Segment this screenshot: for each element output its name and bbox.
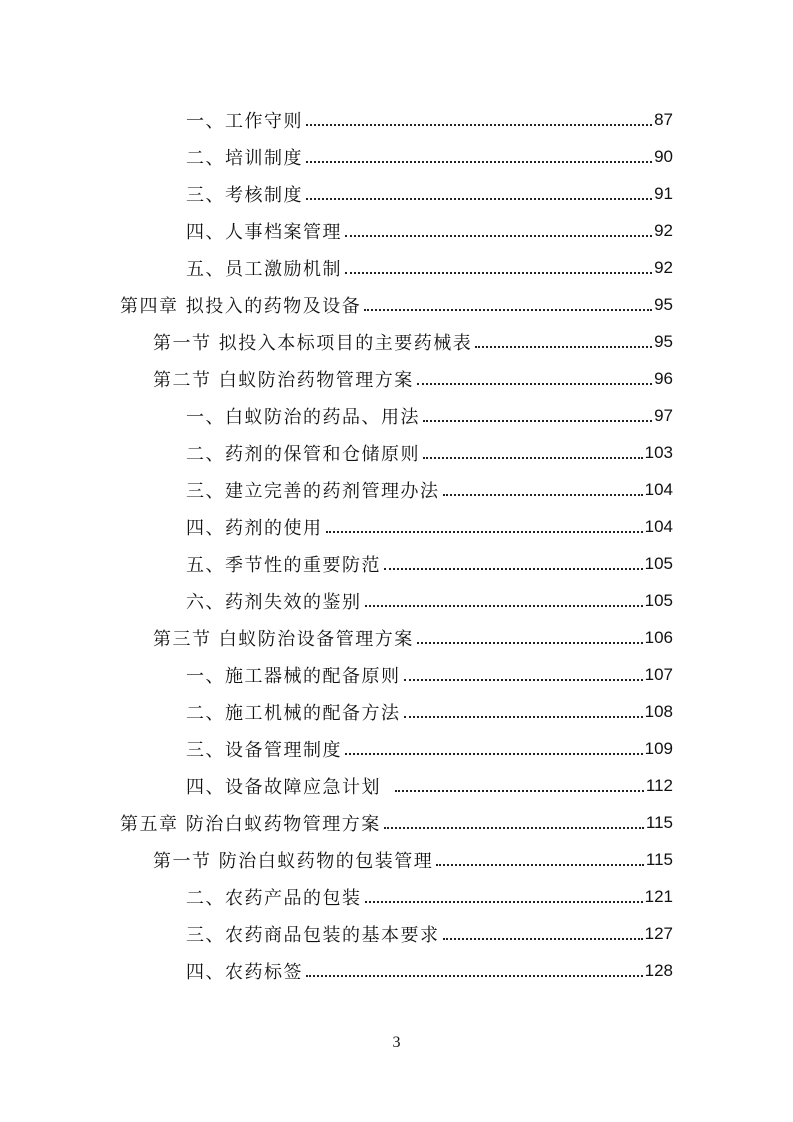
dot-leader [417,364,652,394]
toc-entry-title: 第一节 防治白蚁药物的包装管理 [153,851,434,872]
dot-leader [423,438,643,468]
toc-entry-page: 109 [644,739,673,758]
dot-leader [306,142,652,172]
dot-leader [417,623,643,653]
dot-leader [443,919,643,949]
toc-entry-page: 115 [645,850,673,869]
dot-leader [365,586,643,616]
dot-leader [404,697,643,727]
toc-entry-page: 97 [654,406,673,425]
toc-entry-title: 一、白蚁防治的药品、用法 [186,407,420,428]
toc-entry-page: 103 [644,443,673,462]
toc-entry[interactable] [186,734,673,764]
toc-entry-page: 121 [644,887,673,906]
dot-leader [345,253,652,283]
toc-entry-page: 127 [644,924,673,943]
dot-leader [384,549,643,579]
toc-entry-page: 107 [644,665,673,684]
toc-entry-page: 91 [654,184,673,203]
toc-entry-title: 五、季节性的重要防范 [186,555,381,576]
toc-entry[interactable] [186,697,673,727]
toc-entry[interactable] [186,956,673,986]
toc-entry-title: 三、设备管理制度 [186,740,342,761]
toc-entry-page: 128 [644,961,673,980]
toc-entry[interactable] [186,216,673,246]
toc-entry-title: 二、药剂的保管和仓储原则 [186,444,420,465]
toc-entry-page: 96 [654,369,673,388]
toc-entry-title: 二、施工机械的配备方法 [186,703,401,724]
toc-entry-page: 105 [644,554,673,573]
toc-entry-title: 第五章 防治白蚁药物管理方案 [120,814,381,835]
toc-entry-page: 105 [644,591,673,610]
toc-entry[interactable] [186,512,673,542]
toc-entry-title: 四、人事档案管理 [186,222,342,243]
toc-entry-title: 三、建立完善的药剂管理办法 [186,481,440,502]
toc-entry-title: 三、考核制度 [186,185,303,206]
toc-entry[interactable] [186,586,673,616]
toc-entry-title: 三、农药商品包装的基本要求 [186,925,440,946]
toc-entry[interactable] [120,290,673,320]
toc-entry[interactable] [186,919,673,949]
toc-entry[interactable] [153,845,673,875]
toc-entry-page: 104 [644,517,673,536]
toc-entry-title: 第三节 白蚁防治设备管理方案 [153,629,414,650]
dot-leader [475,327,652,357]
dot-leader [306,105,652,135]
toc-entry-page: 87 [654,110,673,129]
toc-entry[interactable] [186,179,673,209]
dot-leader [345,216,652,246]
toc-entry-title: 二、培训制度 [186,148,303,169]
dot-leader [326,512,643,542]
toc-entry-title: 第一节 拟投入本标项目的主要药械表 [153,333,473,354]
toc-entry-title: 第二节 白蚁防治药物管理方案 [153,370,414,391]
toc-entry-page: 90 [654,147,673,166]
toc-entry[interactable] [186,105,673,135]
toc-entry-page: 104 [644,480,673,499]
dot-leader [306,956,643,986]
dot-leader [395,771,644,801]
toc-entry-title: 第四章 拟投入的药物及设备 [120,296,362,317]
toc-entry[interactable] [186,142,673,172]
toc-entry[interactable] [120,808,673,838]
page-number: 3 [392,1034,401,1051]
toc-entry-title: 一、施工器械的配备原则 [186,666,401,687]
toc-entry-page: 92 [654,221,673,240]
toc-entry-page: 115 [645,813,673,832]
toc-entry-page: 95 [654,332,673,351]
toc-entry[interactable] [186,401,673,431]
dot-leader [306,179,652,209]
dot-leader [384,808,644,838]
dot-leader [345,734,643,764]
dot-leader [365,882,643,912]
toc-entry-title: 四、药剂的使用 [186,518,323,539]
toc-entry-title: 四、农药标签 [186,962,303,983]
dot-leader [443,475,643,505]
dot-leader [364,290,652,320]
dot-leader [436,845,644,875]
toc-entry[interactable] [186,549,673,579]
toc-entry-title: 四、设备故障应急计划 [186,777,381,798]
toc-entry-page: 108 [644,702,673,721]
toc-entry-title: 一、工作守则 [186,111,303,132]
dot-leader [404,660,643,690]
toc-entry-title: 五、员工激励机制 [186,259,342,280]
toc-entry[interactable] [153,364,673,394]
toc-entry[interactable] [186,660,673,690]
toc-entry[interactable] [186,882,673,912]
toc-entry-title: 二、农药产品的包装 [186,888,362,909]
dot-leader [423,401,652,431]
toc-entry[interactable] [153,623,673,653]
toc-entry[interactable] [186,438,673,468]
toc-entry-title: 六、药剂失效的鉴别 [186,592,362,613]
toc-entry[interactable] [186,253,673,283]
toc-entry[interactable] [186,475,673,505]
toc-entry[interactable] [186,771,673,801]
toc-entry[interactable] [153,327,673,357]
toc-entry-page: 106 [644,628,673,647]
toc-entry-page: 112 [645,776,673,795]
toc-entry-page: 92 [654,258,673,277]
toc-entry-page: 95 [654,295,673,314]
